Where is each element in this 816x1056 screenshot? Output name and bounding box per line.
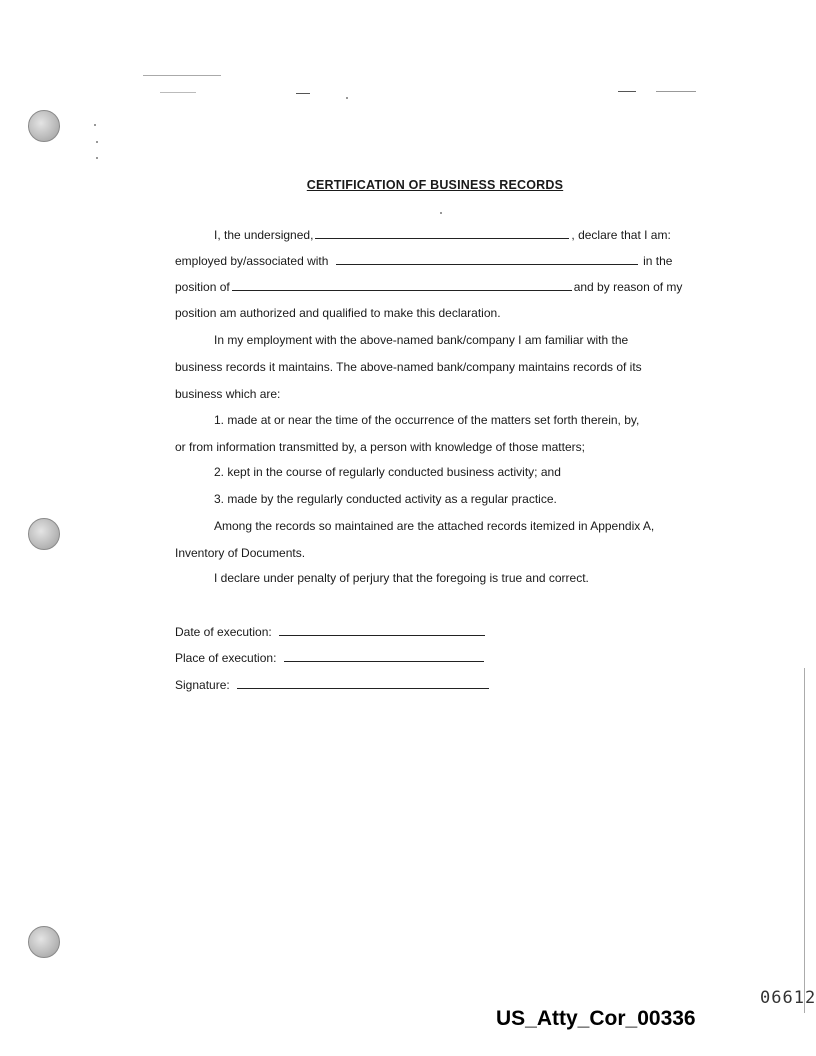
signature-label: Signature: xyxy=(175,678,230,692)
employer-label: employed by/associated with xyxy=(175,254,329,268)
scan-mark xyxy=(160,92,196,93)
paragraph-text: business records it maintains. The above-named bank/company maintains records of its xyxy=(175,360,642,374)
paragraph-text: Among the records so maintained are the attached records itemized in Appendix A, xyxy=(214,519,655,533)
scan-speck xyxy=(346,97,348,99)
scan-speck xyxy=(440,212,442,214)
date-field xyxy=(175,625,487,639)
place-blank[interactable] xyxy=(284,651,484,662)
name-blank[interactable] xyxy=(315,228,569,239)
position-line xyxy=(175,280,682,294)
position-blank[interactable] xyxy=(232,280,572,291)
punch-hole-top xyxy=(28,110,60,142)
list-item: 1. made at or near the time of the occurrence of the matters set forth therein, by, xyxy=(214,413,640,427)
scan-speck xyxy=(96,141,98,143)
paragraph-text: In my employment with the above-named bank/company I am familiar with the xyxy=(214,333,629,347)
declare-label: , declare that I am: xyxy=(571,228,671,242)
scan-speck xyxy=(94,124,96,126)
undersigned-label: I, the undersigned, xyxy=(214,228,314,242)
scan-speck xyxy=(96,157,98,159)
bates-number: US_Atty_Cor_00336 xyxy=(496,1007,696,1030)
scan-mark xyxy=(143,75,221,76)
place-field xyxy=(175,651,486,665)
list-item: 3. made by the regularly conducted activity as a regular practice. xyxy=(214,492,557,506)
scan-mark xyxy=(656,91,696,92)
list-item: or from information transmitted by, a person with knowledge of those matters; xyxy=(175,440,585,454)
paragraph-text: business which are: xyxy=(175,387,281,401)
paragraph-text: position am authorized and qualified to make this declaration. xyxy=(175,306,501,320)
scan-mark xyxy=(296,93,310,94)
document-title: CERTIFICATION OF BUSINESS RECORDS xyxy=(306,178,564,192)
list-item: 2. kept in the course of regularly conducted business activity; and xyxy=(214,465,561,479)
scan-edge-line xyxy=(804,668,805,1013)
date-label: Date of execution: xyxy=(175,625,272,639)
punch-hole-bottom xyxy=(28,926,60,958)
paragraph-text: Inventory of Documents. xyxy=(175,546,306,560)
employer-blank[interactable] xyxy=(336,254,638,265)
date-blank[interactable] xyxy=(279,625,485,636)
position-label: position of xyxy=(175,280,230,294)
employer-line xyxy=(175,254,672,268)
declarant-line xyxy=(214,228,671,242)
perjury-statement: I declare under penalty of perjury that the foregoing is true and correct. xyxy=(214,571,589,585)
signature-blank[interactable] xyxy=(237,678,489,689)
scan-mark xyxy=(618,91,636,92)
signature-field xyxy=(175,678,491,692)
page-number: 06612 xyxy=(760,988,816,1008)
in-the-label: in the xyxy=(643,254,673,268)
by-reason-label: and by reason of my xyxy=(573,280,683,294)
punch-hole-middle xyxy=(28,518,60,550)
place-label: Place of execution: xyxy=(175,651,277,665)
